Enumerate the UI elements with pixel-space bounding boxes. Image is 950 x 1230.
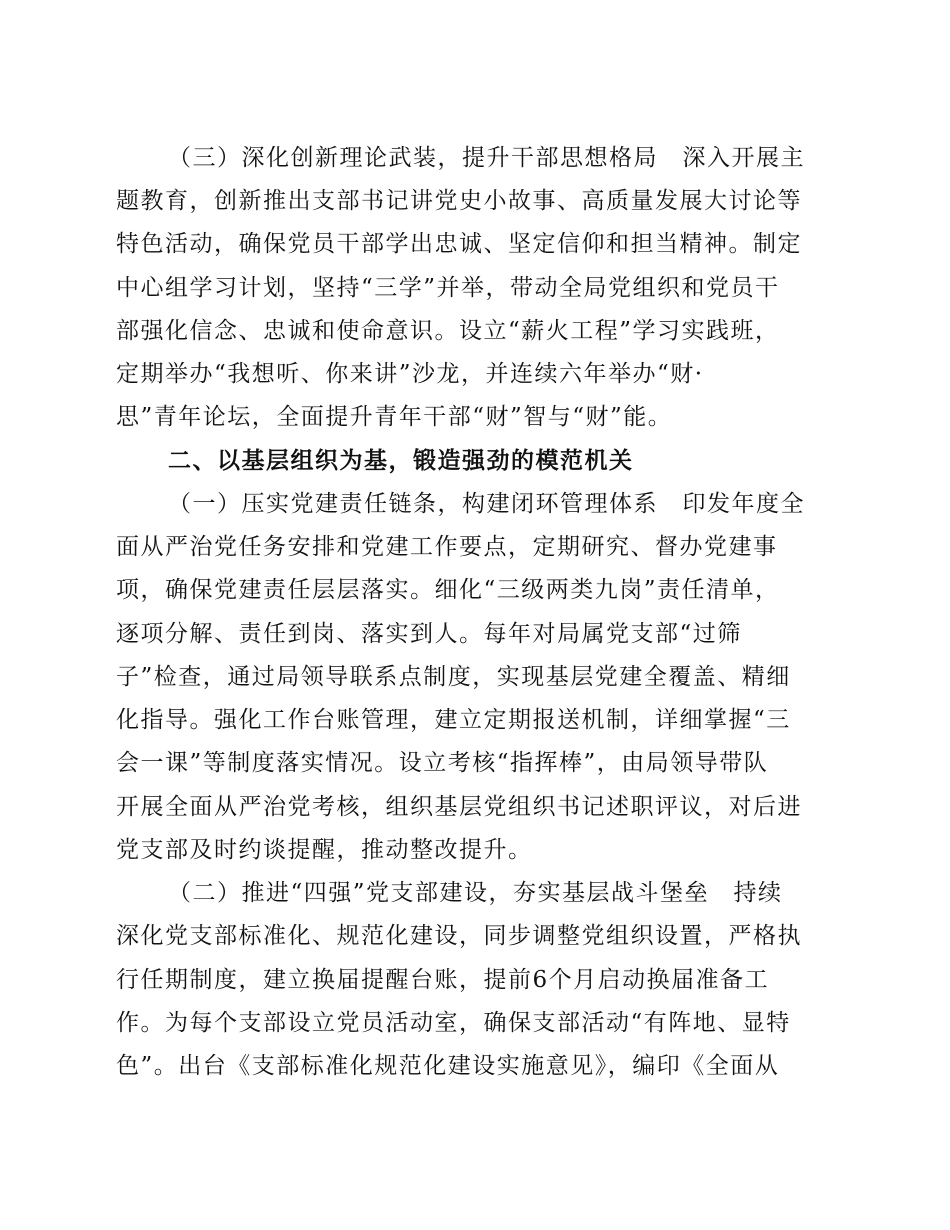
paragraph-line: 化指导。强化工作台账管理，建立定期报送机制，详细掌握“三: [116, 707, 791, 733]
paragraph-line: 定期举办“我想听、你来讲”沙龙，并连续六年举办“财·: [116, 361, 704, 387]
paragraph-line: 中心组学习计划，坚持“三学”并举，带动全局党组织和党员干: [116, 275, 780, 301]
paragraph-line: 面从严治党任务安排和党建工作要点，定期研究、督办党建事: [116, 534, 778, 560]
paragraph-line: 党支部及时约谈提醒，推动整改提升。: [116, 837, 533, 863]
paragraph-line: 会一课”等制度落实情况。设立考核“指挥棒”，由局领导带队: [116, 750, 769, 776]
paragraph-line: 深化党支部标准化、规范化建设，同步调整党组织设置，严格执: [116, 923, 802, 949]
paragraph-line: 行任期制度，建立换届提醒台账，提前6个月启动换届准备工: [116, 967, 770, 993]
paragraph-line: 开展全面从严治党考核，组织基层党组织书记述职评议，对后进: [116, 794, 802, 820]
section-heading: 二、以基层组织为基，锻造强劲的模范机关: [168, 448, 634, 474]
paragraph-line: 题教育，创新推出支部书记讲党史小故事、高质量发展大讨论等: [116, 188, 802, 214]
paragraph-line: （一）压实党建责任链条，构建闭环管理体系 印发年度全: [168, 491, 805, 517]
paragraph-line: 部强化信念、忠诚和使命意识。设立“薪火工程”学习实践班，: [116, 318, 780, 344]
paragraph-line: 作。为每个支部设立党员活动室，确保支部活动“有阵地、显特: [116, 1010, 791, 1036]
paragraph-line: 思”青年论坛，全面提升青年干部“财”智与“财”能。: [116, 404, 673, 430]
paragraph-line: 特色活动，确保党员干部学出忠诚、坚定信仰和担当精神。制定: [116, 231, 802, 257]
paragraph-line: 色”。出台《支部标准化规范化建设实施意见》，编印《全面从: [116, 1053, 780, 1079]
paragraph-line: 逐项分解、责任到岗、落实到人。每年对局属党支部“过筛: [116, 621, 742, 647]
paragraph-line: 子”检查，通过局领导联系点制度，实现基层党建全覆盖、精细: [116, 664, 791, 690]
paragraph-line: 项，确保党建责任层层落实。细化“三级两类九岗”责任清单，: [116, 577, 780, 603]
paragraph-line: （三）深化创新理论武装，提升干部思想格局 深入开展主: [168, 145, 805, 171]
paragraph-line: （二）推进“四强”党支部建设，夯实基层战斗堡垒 持续: [168, 880, 783, 906]
